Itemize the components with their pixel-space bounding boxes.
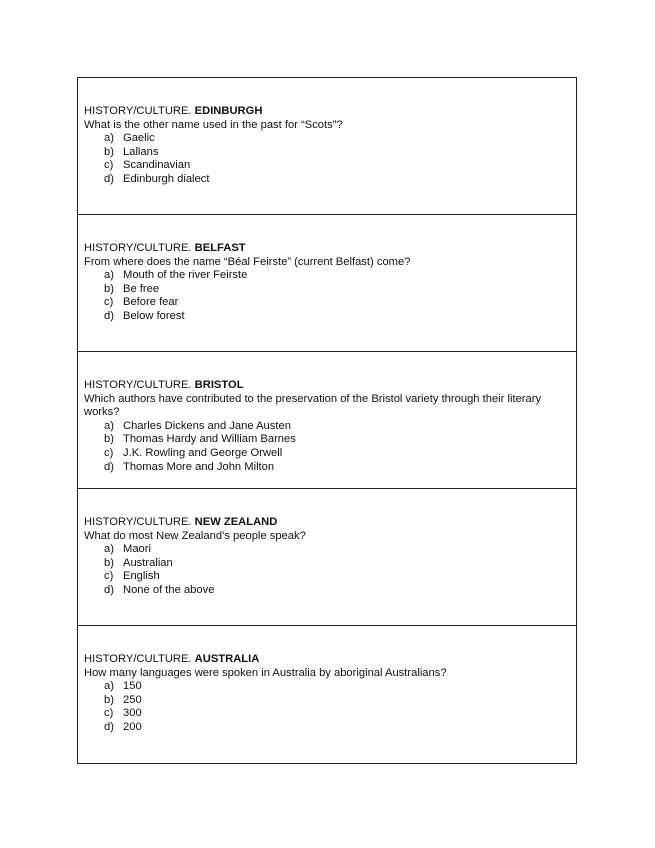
card-category: HISTORY/CULTURE. bbox=[84, 653, 192, 665]
option-letter: b) bbox=[104, 693, 114, 706]
option-text: 150 bbox=[123, 680, 142, 693]
card-category: HISTORY/CULTURE. bbox=[84, 516, 192, 528]
answer-option-b bbox=[104, 433, 570, 447]
option-letter: d) bbox=[104, 460, 114, 473]
option-letter: a) bbox=[104, 680, 114, 693]
card-question: How many languages were spoken in Australia by aboriginal Australians? bbox=[84, 666, 447, 679]
card-question: What is the other name used in the past for “Scots”? bbox=[84, 118, 343, 131]
option-text: Thomas More and John Milton bbox=[123, 460, 275, 473]
option-text: Charles Dickens and Jane Austen bbox=[123, 419, 291, 432]
card-heading bbox=[84, 516, 570, 530]
quiz-card-sheet bbox=[77, 77, 577, 764]
card-topic: NEW ZEALAND bbox=[194, 516, 278, 528]
option-letter: b) bbox=[104, 556, 114, 569]
option-letter: c) bbox=[104, 570, 114, 583]
card-topic: BELFAST bbox=[194, 242, 246, 254]
answer-option-b bbox=[104, 146, 570, 160]
answer-options bbox=[84, 543, 570, 597]
option-letter: c) bbox=[104, 159, 114, 172]
quiz-card-bristol bbox=[78, 352, 576, 489]
card-question: Which authors have contributed to the preservation of the Bristol variety through their literary works? bbox=[84, 392, 542, 419]
card-question: From where does the name “Béal Feirste” (current Belfast) come? bbox=[84, 255, 411, 268]
option-letter: d) bbox=[104, 583, 114, 596]
option-letter: b) bbox=[104, 282, 114, 295]
answer-option-c bbox=[104, 447, 570, 461]
option-letter: a) bbox=[104, 543, 114, 556]
option-letter: d) bbox=[104, 309, 114, 322]
quiz-card-new-zealand bbox=[78, 489, 576, 626]
answer-options bbox=[84, 680, 570, 734]
answer-option-b bbox=[104, 557, 570, 571]
option-letter: b) bbox=[104, 433, 114, 446]
answer-option-b bbox=[104, 694, 570, 708]
option-text: J.K. Rowling and George Orwell bbox=[123, 446, 283, 459]
option-letter: a) bbox=[104, 269, 114, 282]
quiz-card-australia bbox=[78, 626, 576, 763]
option-letter: a) bbox=[104, 132, 114, 145]
option-text: Edinburgh dialect bbox=[123, 172, 210, 185]
card-heading bbox=[84, 653, 570, 667]
option-text: Before fear bbox=[123, 296, 179, 309]
card-heading bbox=[84, 379, 570, 393]
answer-options bbox=[84, 269, 570, 323]
answer-option-a bbox=[104, 680, 570, 694]
option-letter: d) bbox=[104, 172, 114, 185]
option-letter: a) bbox=[104, 419, 114, 432]
answer-option-c bbox=[104, 296, 570, 310]
option-text: Lallans bbox=[123, 145, 159, 158]
option-letter: d) bbox=[104, 720, 114, 733]
answer-options bbox=[84, 132, 570, 186]
card-heading bbox=[84, 105, 570, 119]
answer-option-a bbox=[104, 543, 570, 557]
option-text: Scandinavian bbox=[123, 159, 191, 172]
answer-option-b bbox=[104, 283, 570, 297]
answer-option-d bbox=[104, 721, 570, 735]
option-text: Thomas Hardy and William Barnes bbox=[123, 433, 296, 446]
answer-option-a bbox=[104, 132, 570, 146]
answer-option-a bbox=[104, 420, 570, 434]
option-text: Below forest bbox=[123, 309, 185, 322]
card-topic: EDINBURGH bbox=[194, 105, 263, 117]
option-text: English bbox=[123, 570, 160, 583]
option-text: 300 bbox=[123, 707, 142, 720]
option-text: Gaelic bbox=[123, 132, 155, 145]
answer-option-d bbox=[104, 310, 570, 324]
card-heading bbox=[84, 242, 570, 256]
option-letter: c) bbox=[104, 446, 114, 459]
answer-option-d bbox=[104, 173, 570, 187]
option-text: None of the above bbox=[123, 583, 215, 596]
quiz-card-belfast bbox=[78, 215, 576, 352]
answer-option-d bbox=[104, 584, 570, 598]
card-category: HISTORY/CULTURE. bbox=[84, 105, 192, 117]
option-text: Maori bbox=[123, 543, 151, 556]
answer-option-c bbox=[104, 707, 570, 721]
quiz-card-edinburgh bbox=[78, 78, 576, 215]
answer-options bbox=[84, 420, 570, 474]
answer-option-c bbox=[104, 159, 570, 173]
card-question: What do most New Zealand’s people speak? bbox=[84, 529, 306, 542]
answer-option-c bbox=[104, 570, 570, 584]
card-topic: BRISTOL bbox=[194, 379, 244, 391]
option-text: 200 bbox=[123, 720, 142, 733]
option-text: Australian bbox=[123, 556, 173, 569]
answer-option-a bbox=[104, 269, 570, 283]
card-topic: AUSTRALIA bbox=[194, 653, 260, 665]
option-letter: c) bbox=[104, 707, 114, 720]
answer-option-d bbox=[104, 461, 570, 475]
option-letter: c) bbox=[104, 296, 114, 309]
card-category: HISTORY/CULTURE. bbox=[84, 242, 192, 254]
option-text: Be free bbox=[123, 282, 160, 295]
option-text: 250 bbox=[123, 693, 142, 706]
option-letter: b) bbox=[104, 145, 114, 158]
option-text: Mouth of the river Feirste bbox=[123, 269, 248, 282]
card-category: HISTORY/CULTURE. bbox=[84, 379, 192, 391]
